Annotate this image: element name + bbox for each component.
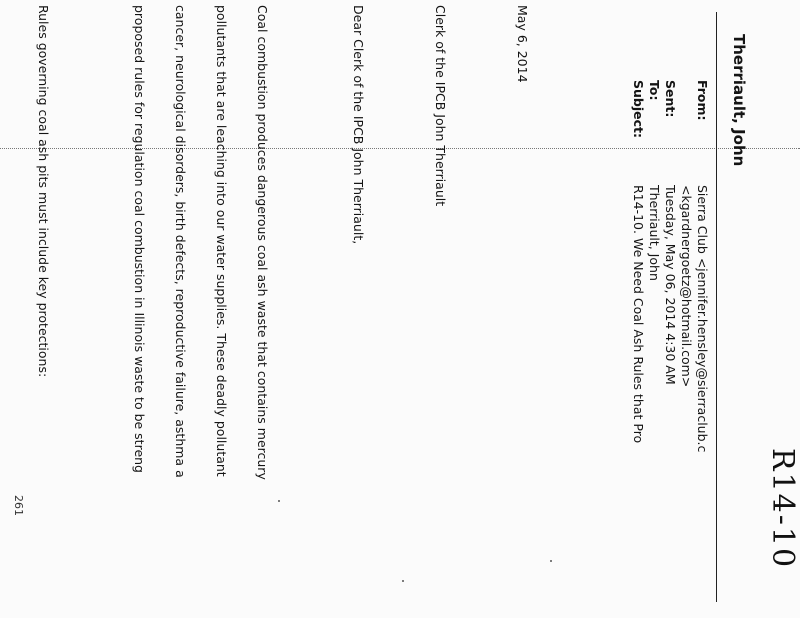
email-headers <box>630 80 710 452</box>
header-value: R14-10. We Need Coal Ash Rules that Pro <box>631 185 646 444</box>
sender-name: Therriault, John <box>730 34 748 167</box>
page-number: 261 <box>12 495 25 516</box>
letter-body <box>0 5 639 481</box>
header-row-sent <box>662 80 678 452</box>
intro-line: Coal combustion produces dangerous coal ash waste that contains mercury <box>255 5 271 480</box>
intro-line: cancer, neurological disorders, birth defects, reproductive failure, asthma a <box>172 5 188 478</box>
scan-speck <box>278 500 280 502</box>
header-value: Sierra Club <jennifer.hensley@sierraclub.c <box>695 185 710 453</box>
header-value: Therriault, John <box>647 185 662 281</box>
header-label: To: <box>647 80 662 101</box>
letter-salutation: Dear Clerk of the IPCB John Therriault, <box>351 5 367 245</box>
header-row-from-email <box>678 80 694 452</box>
header-value: <kgardnergoetz@hotmail.com> <box>679 185 694 388</box>
docket-number: R14-10 <box>765 448 800 570</box>
header-label: Sent: <box>663 80 678 118</box>
intro-line: proposed rules for regulation coal combustion in Illinois waste to be streng <box>131 5 147 473</box>
header-row-from <box>694 80 710 452</box>
scan-speck <box>402 580 404 582</box>
scan-speck <box>550 560 552 562</box>
header-label: Subject: <box>631 80 646 138</box>
header-value: Tuesday, May 06, 2014 4:30 AM <box>663 185 678 385</box>
header-label: From: <box>695 80 710 121</box>
intro-line: pollutants that are leaching into our water supplies. These deadly pollutant <box>214 5 230 477</box>
letter-date: May 6, 2014 <box>515 5 531 83</box>
header-divider <box>716 12 717 602</box>
rules-intro: Rules governing coal ash pits must include key protections: <box>35 5 51 378</box>
header-row-to <box>646 80 662 452</box>
letter-recipient: Clerk of the IPCB John Therriault <box>433 5 449 207</box>
header-label <box>678 80 694 185</box>
